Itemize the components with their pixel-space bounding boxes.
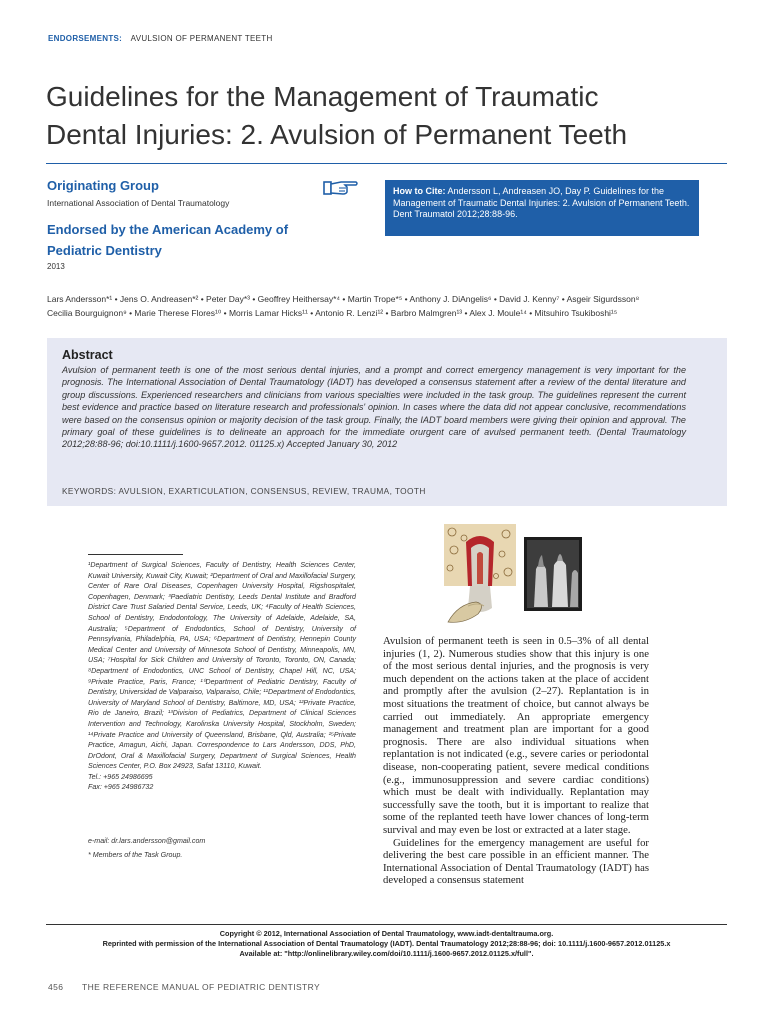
footer-title: THE REFERENCE MANUAL OF PEDIATRIC DENTISTRY: [82, 982, 321, 992]
originating-text: International Association of Dental Traumatology: [47, 198, 230, 208]
endorsed-heading: Endorsed by the American Academy of Pediatric Dentistry: [47, 222, 289, 258]
page-footer: [48, 982, 320, 992]
copyright-line-2: Reprinted with permission of the International Association of Dental Traumatology (IADT). Dental Traumatology 2012;28:88-96; doi: 10.1111/j.1600-9657.2012.01125.x: [102, 939, 671, 949]
page-number: 456: [48, 982, 64, 992]
running-header: [48, 34, 273, 43]
keywords: KEYWORDS: AVULSION, EXARTICULATION, CONSENSUS, REVIEW, TRAUMA, TOOTH: [62, 486, 426, 496]
originating-heading: Originating Group: [47, 178, 159, 193]
cite-label: How to Cite:: [393, 186, 446, 196]
abstract-body: Avulsion of permanent teeth is one of the most serious dental injuries, and a prompt and correct emergency management is very important for the prognosis. The International Association of Dental Traumatology (IADT) has developed a consensus statement after a review of the dental literature and group discussions. Experienced researchers and clinicians from various specialties were included in the task group. The guidelines represent the current best evidence and practice based on literature research and professionals' opinion. In cases where the data did not appear conclusive, recommendations were based on the consensus opinion or majority decision of the task group. Finally, the IADT board members were giving their opinion and approval. The primary goal of these guidelines is to delineate an approach for the immediate orurgent care of avulsed permanent teeth. (Dental Traumatology 2012;28:88-96; doi:10.1111/j.1600-9657.2012. 01125.x) Accepted January 30, 2012: [62, 365, 686, 450]
copyright-line-1: Copyright © 2012, International Association of Dental Traumatology, www.iadt-dentaltrauma.org.: [219, 929, 554, 938]
dental-radiograph-image: [524, 537, 582, 611]
cite-text: Andersson L, Andreasen JO, Day P. Guidelines for the Management of Traumatic Dental Injuries: 2. Avulsion of Permanent Teeth. Dent Traumatol 2012;28:88-96.: [393, 186, 690, 219]
fax: Fax: +965 24986732: [88, 783, 154, 792]
email-address: e-mail: dr.lars.andersson@gmail.com: [88, 837, 206, 845]
intro-paragraph-2: Guidelines for the emergency management are useful for delivering the best care possible in an efficient manner. The International Association of Dental Traumatology (IADT) has developed a consensus statement: [383, 836, 649, 887]
pointing-hand-icon: [323, 178, 359, 198]
header-section: ENDORSEMENTS:: [48, 34, 123, 43]
abstract-heading: Abstract: [62, 348, 113, 362]
how-to-cite-box: [385, 180, 699, 236]
title-divider: [46, 163, 727, 164]
header-topic: AVULSION OF PERMANENT TEETH: [130, 34, 273, 43]
footnote-divider: [88, 554, 183, 555]
affiliations-text: ¹Department of Surgical Sciences, Faculty of Dentistry, Health Sciences Center, Kuwait University, Kuwait City, Kuwait; ²Department of Oral and Maxillofacial Surgery, Center of Rare Oral Diseases, Copenhagen University Hospital, Rigshospitalet, Copenhagen, Denmark; ³Paediatric Dentistry, Leeds Dental Institute and Bradford District Care Trust Salaried Dental Service, Leeds, UK; ⁴Faculty of Health Sciences, School of Dentistry, Endodontology, The University of Adelaide, Adelaide, SA, Australia; ⁵Department of Endodontics, School of Dentistry, University of Pennsylvania, Philadelphia, PA, USA; ⁶Department of Dentistry, Hennepin County Medical Center and University of Minnesota School of Dentistry, Minneapolis, MN, USA; ⁷Hospital for Sick Children and University of Toronto, Toronto, ON, Canada; ⁸Department of Endodontics, UNC School of Dentistry, Chapel Hill, NC, USA; ⁹Private Practice, Paris, France; ¹⁰Department of Pediatric Dentistry, Faculty of Dentistry, Universidad de Valparaiso, Valparaiso, Chile; ¹¹Department of Endodontics, University of Maryland School of Dentistry, Baltimore, MD, USA; ¹²Private Practice, Rio de Janeiro, Brazil; ¹³Division of Pediatrics, Department of Clinical Sciences Intervention and Technology, Karolinska University Hospital, Stockholm, Sweden; ¹⁴Private Practice and University of Queensland, Brisbane, Qld, Australia; ¹⁵Private Practice, Amagun, Aichi, Japan. Correspondence to Lars Andersson, DDS, PhD, DrOdont, Oral & Maxillofacial Surgery, Department of Surgical Sciences, Health Sciences Center, P.O. Box 24923, Safat 13110, Kuwait.: [88, 561, 356, 771]
telephone: Tel.: +965 24986695: [88, 772, 153, 781]
intro-paragraph-1: Avulsion of permanent teeth is seen in 0.5–3% of all dental injuries (1, 2). Numerous studies show that this injury is one of the most serious dental injuries, and the prognosis is very much dependent on the actions taken at the place of accident and promptly after the avulsion (2–27). Replantation is in most situations the treatment of choice, but cannot always be carried out immediately. An appropriate emergency management and treatment plan are important for a good prognosis. There are also individual situations when replantation is not indicated (e.g., severe caries or periodontal disease, non-cooperating patient, severe medical conditions (e.g., immunosuppression and severe cardiac conditions) which must be dealt with individually. Replantation may successfully save the tooth, but it is important to realize that some of the replanted teeth have lower chances of long-term survival and may even be lost or extracted at a later stage.: [383, 635, 649, 836]
endorsed-year: 2013: [47, 262, 65, 271]
task-group-note: * Members of the Task Group.: [88, 851, 183, 859]
copyright-notice: [46, 929, 727, 960]
tooth-anatomy-illustration: [444, 524, 516, 626]
authors-line-2: Cecilia Bourguignon⁹ • Marie Therese Flores¹⁰ • Morris Lamar Hicks¹¹ • Antonio R. Lenzi¹² • Barbro Malmgren¹³ • Alex J. Moule¹⁴ • Mitsuhiro Tsukiboshi¹⁵: [47, 308, 618, 318]
authors-line-1: Lars Andersson*¹ • Jens O. Andreasen*² • Peter Day*³ • Geoffrey Heithersay*⁴ • Martin Trope*⁵ • Anthony J. DiAngelis⁶ • David J. Kenny⁷ • Asgeir Sigurdsson⁸: [47, 294, 640, 304]
author-list: [47, 292, 727, 320]
copyright-line-3: Available at: "http://onlinelibrary.wiley.com/doi/10.1111/j.1600-9657.2012.01125.x/full".: [239, 949, 534, 959]
article-title: Guidelines for the Management of Traumatic Dental Injuries: 2. Avulsion of Permanent Teeth: [46, 81, 628, 150]
affiliations-footnote: [88, 560, 356, 793]
intro-text: [383, 635, 649, 887]
copyright-divider: [46, 924, 727, 925]
